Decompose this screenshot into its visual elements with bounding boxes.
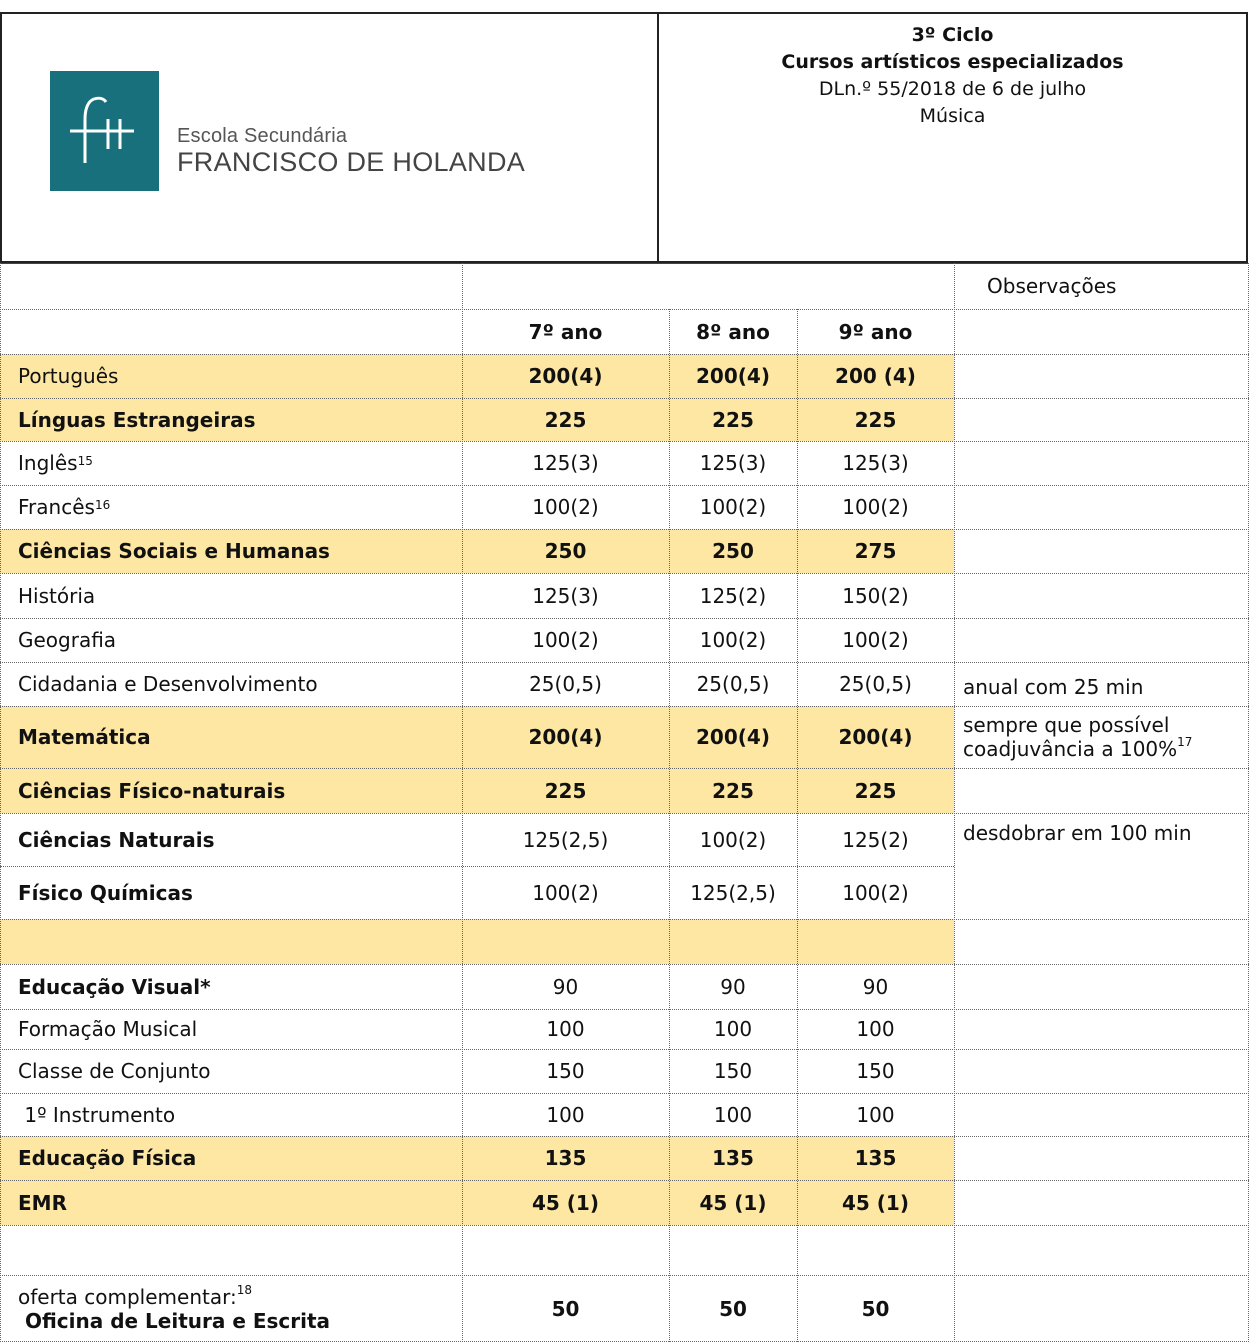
value-9: 100(2) <box>842 495 909 519</box>
table-header-row-1 <box>0 263 1249 309</box>
table-rule <box>0 1009 1249 1010</box>
value-7: 25(0,5) <box>529 672 602 696</box>
value-9: 150 <box>856 1059 895 1083</box>
table-rule <box>0 706 1249 707</box>
school-logo <box>50 71 525 191</box>
table-rule <box>0 1136 1249 1137</box>
value-9: 100(2) <box>842 628 909 652</box>
value-7: 135 <box>462 1136 669 1180</box>
fh-monogram-icon <box>50 71 159 191</box>
value-8: 100(2) <box>699 495 767 519</box>
table-rule <box>0 768 1249 769</box>
subject-cell: Cidadania e Desenvolvimento <box>18 672 318 696</box>
subject-cell <box>0 919 462 964</box>
value-9: 100 <box>856 1017 895 1041</box>
subject-cell: Físico Químicas <box>18 880 193 905</box>
document-header <box>0 12 1248 263</box>
table-rule <box>0 398 1249 399</box>
subject-cell: EMR <box>0 1180 462 1225</box>
value-7: 125(3) <box>532 583 599 608</box>
value-8: 225 <box>669 768 797 813</box>
value-9: 100 <box>856 1102 895 1127</box>
value-7 <box>462 919 669 964</box>
subject-line: Oficina de Leitura e Escrita <box>18 1308 331 1333</box>
value-9: 90 <box>862 974 889 999</box>
observation-cell <box>954 706 1249 768</box>
subject-cell: Educação Visual* <box>18 974 211 999</box>
value-7: 150 <box>546 1059 585 1083</box>
table-row <box>0 1180 1249 1225</box>
value-9: 100(2) <box>842 880 909 905</box>
value-8: 250 <box>669 529 797 573</box>
subject-cell: 1º Instrumento <box>18 1102 176 1127</box>
value-8: 50 <box>719 1296 747 1321</box>
table-row <box>0 706 1249 768</box>
document-titles <box>659 22 1246 130</box>
table-rule <box>0 1093 1249 1094</box>
value-8: 100(2) <box>699 628 767 652</box>
value-7: 225 <box>462 398 669 441</box>
table-rule <box>0 618 1249 619</box>
subject-cell: Classe de Conjunto <box>18 1059 211 1083</box>
table-rule <box>0 263 1 1342</box>
value-7: 225 <box>462 768 669 813</box>
subject-cell: Ciências Naturais <box>18 827 215 852</box>
table-rule <box>0 813 1249 814</box>
value-7: 125(3) <box>532 451 599 475</box>
table-rule <box>0 263 1249 264</box>
table-rule <box>669 309 670 1342</box>
table-rule <box>0 573 1249 574</box>
subject-cell: História <box>18 583 96 608</box>
subject-cell: Inglês $^{15}$ <box>18 451 93 475</box>
table-row <box>0 485 1249 529</box>
value-9: 200 (4) <box>797 354 954 398</box>
subject-cell: Geografia <box>18 628 117 652</box>
value-9: 125(2) <box>842 827 909 852</box>
area-line: Música <box>919 105 986 127</box>
observation-cell: desdobrar em 100 min <box>963 821 1192 845</box>
value-7: 100(2) <box>532 880 599 905</box>
value-7: 45 (1) <box>462 1180 669 1225</box>
value-8: 200(4) <box>669 706 797 768</box>
value-7: 50 <box>551 1296 580 1321</box>
value-8: 125(2) <box>699 583 767 608</box>
table-rule <box>0 529 1249 530</box>
subject-cell: Francês $^{16}$ <box>18 495 111 519</box>
value-8: 150 <box>713 1059 753 1083</box>
table-row <box>0 398 1249 441</box>
table-row <box>0 1225 1249 1275</box>
table-row <box>0 1275 1249 1342</box>
table-rule <box>0 441 1249 442</box>
value-9 <box>797 919 954 964</box>
table-rule <box>0 354 1249 355</box>
value-7: 250 <box>462 529 669 573</box>
table-row <box>0 662 1249 706</box>
value-7: 100 <box>546 1102 585 1127</box>
table-row <box>0 1093 1249 1136</box>
subject-cell: Línguas Estrangeiras <box>0 398 462 441</box>
course-title: Cursos artísticos especializados <box>781 51 1124 73</box>
table-row <box>0 529 1249 573</box>
table-row <box>0 354 1249 398</box>
value-8: 100(2) <box>699 827 767 852</box>
value-7: 100(2) <box>532 628 599 652</box>
value-7: 200(4) <box>462 706 669 768</box>
logo-school-name: FRANCISCO DE HOLANDA <box>177 147 526 177</box>
footnote-ref: 17 <box>1177 735 1193 750</box>
value-9: 45 (1) <box>797 1180 954 1225</box>
table-rule <box>0 1275 1249 1276</box>
value-8: 25(0,5) <box>696 672 770 696</box>
year-header-7: 7º ano <box>528 319 603 344</box>
value-7: 100 <box>546 1017 585 1041</box>
value-8: 225 <box>669 398 797 441</box>
subject-cell: Educação Física <box>0 1136 462 1180</box>
value-9: 25(0,5) <box>839 672 912 696</box>
subject-cell: Português <box>0 354 462 398</box>
value-9: 225 <box>797 768 954 813</box>
subject-cell: Ciências Sociais e Humanas <box>0 529 462 573</box>
table-row <box>0 1009 1249 1049</box>
table-rule <box>0 964 1249 965</box>
value-9: 150(2) <box>842 583 909 608</box>
value-8: 135 <box>669 1136 797 1180</box>
table-rule <box>0 309 1249 310</box>
subject-cell: Formação Musical <box>18 1017 198 1041</box>
value-8: 100 <box>713 1017 753 1041</box>
table-rule <box>0 485 1249 486</box>
footnote-ref: 18 <box>236 1282 252 1297</box>
observation-line: sempre que possível <box>963 713 1170 737</box>
table-rule <box>0 919 1249 920</box>
subject-cell: Ciências Físico-naturais <box>0 768 462 813</box>
value-8: 100 <box>713 1102 753 1127</box>
table-row <box>0 441 1249 485</box>
value-7: 100(2) <box>532 495 599 519</box>
table-rule <box>0 1180 1249 1181</box>
table-row <box>0 813 1249 866</box>
value-8: 125(3) <box>699 451 767 475</box>
table-rule <box>0 866 954 867</box>
table-row <box>0 1136 1249 1180</box>
table-row <box>0 866 1249 919</box>
value-9: 125(3) <box>842 451 909 475</box>
table-header-row-2 <box>0 309 1249 354</box>
table-row <box>0 1049 1249 1093</box>
table-rule <box>0 1049 1249 1050</box>
value-9: 200(4) <box>797 706 954 768</box>
logo-school-label: Escola Secundária <box>177 125 348 147</box>
year-header-9: 9º ano <box>838 319 913 344</box>
year-header-8: 8º ano <box>696 319 770 344</box>
table-row <box>0 919 1249 964</box>
value-8: 90 <box>720 974 746 999</box>
table-row <box>0 573 1249 618</box>
value-9: 135 <box>797 1136 954 1180</box>
value-9: 275 <box>797 529 954 573</box>
subject-cell <box>0 1275 462 1342</box>
table-row <box>0 768 1249 813</box>
table-rule <box>0 1225 1249 1226</box>
subject-cell: Matemática <box>0 706 462 768</box>
value-8 <box>669 919 797 964</box>
observation-cell: anual com 25 min <box>963 675 1144 699</box>
observations-header: Observações <box>987 274 1117 298</box>
table-row <box>0 964 1249 1009</box>
table-rule <box>954 263 955 1342</box>
observation-line: coadjuvância a 100%$^{17}$ <box>963 735 1193 761</box>
value-7: 200(4) <box>462 354 669 398</box>
cycle-title: 3º Ciclo <box>911 24 994 46</box>
value-7: 90 <box>552 974 579 999</box>
value-8: 45 (1) <box>669 1180 797 1225</box>
value-7: 125(2,5) <box>522 827 609 852</box>
table-rule <box>797 309 798 1342</box>
value-9: 50 <box>861 1296 890 1321</box>
table-row <box>0 618 1249 662</box>
table-rule <box>462 263 463 1342</box>
table-rule <box>0 662 1249 663</box>
value-9: 225 <box>797 398 954 441</box>
decree-line: DLn.º 55/2018 de 6 de julho <box>818 78 1087 100</box>
value-8: 200(4) <box>669 354 797 398</box>
value-8: 125(2,5) <box>690 880 776 905</box>
subject-line: oferta complementar:$^{18}$ <box>18 1282 252 1309</box>
